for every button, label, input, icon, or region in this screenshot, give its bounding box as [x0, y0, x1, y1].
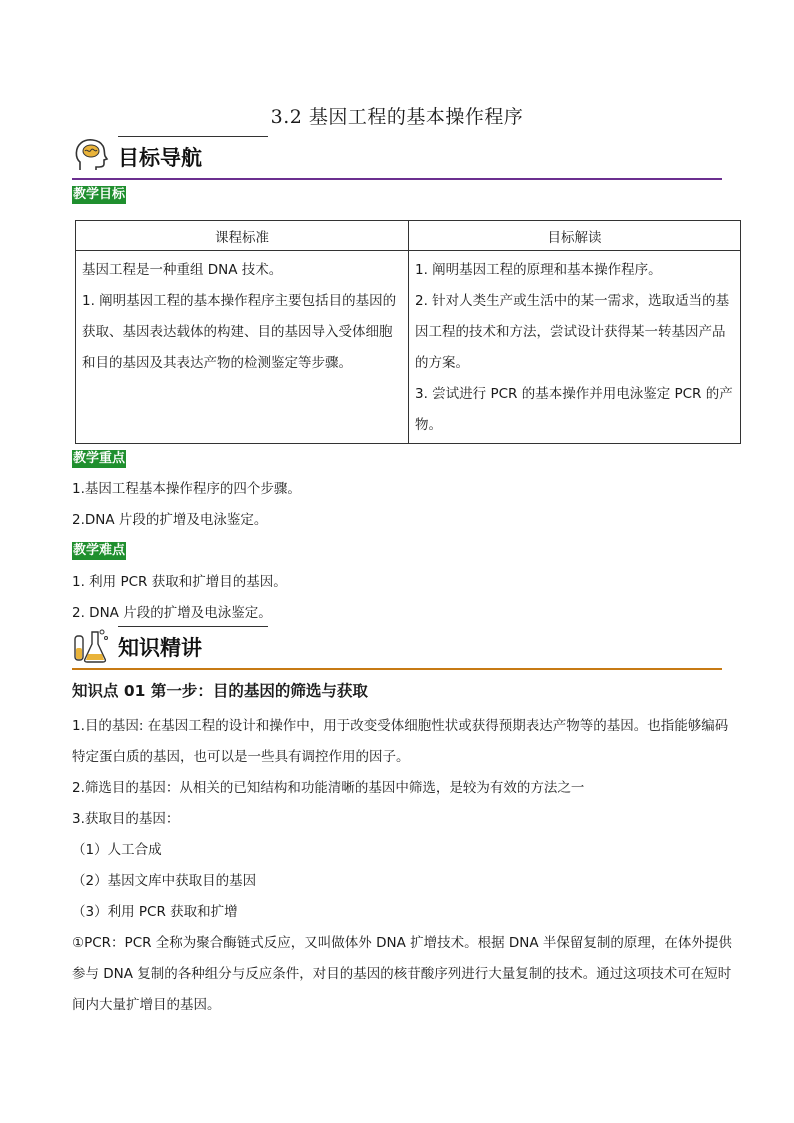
section-header-goals [72, 136, 722, 180]
table-header-cell: 目标解读 [409, 221, 741, 251]
lab-flask-icon [72, 626, 110, 664]
tag-teaching-goals: 教学目标 [73, 187, 126, 202]
cell-paragraph: 基因工程是一种重组 DNA 技术。 [82, 262, 283, 278]
paragraph: ①PCR：PCR 全称为聚合酶链式反应，又叫做体外 DNA 扩增技术。根据 DNA 半保留复制的原理，在体外提供参与 DNA 复制的各种组分与反应条件，对目的基因的核苷酸序列进行大量复制的技术。通过这项技术可在短时间内大量扩增目的基因。 [72, 935, 732, 1013]
section-rule [72, 178, 722, 180]
paragraph: 2.筛选目的基因：从相关的已知结构和功能清晰的基因中筛选，是较为有效的方法之一 [72, 780, 585, 796]
paragraph: （1）人工合成 [72, 842, 162, 858]
objectives-table [75, 220, 741, 444]
table-row [76, 251, 741, 444]
tag-difficulties: 教学难点 [73, 543, 126, 558]
section-heading: 知识精讲 [118, 636, 202, 660]
header-overline [118, 626, 268, 627]
knowledge-point-title: 知识点 01 第一步：目的基因的筛选与获取 [72, 682, 368, 700]
head-brain-icon [72, 136, 110, 174]
table-cell-interpretation [409, 251, 741, 444]
list-item: 2. DNA 片段的扩增及电泳鉴定。 [72, 605, 272, 621]
cell-paragraph: 2. 针对人类生产或生活中的某一需求，选取适当的基因工程的技术和方法，尝试设计获得某一转基因产品的方案。 [415, 293, 730, 371]
table-cell-standards [76, 251, 409, 444]
section-rule [72, 668, 722, 670]
paragraph: 1.目的基因: 在基因工程的设计和操作中，用于改变受体细胞性状或获得预期表达产物等的基因。也指能够编码特定蛋白质的基因，也可以是一些具有调控作用的因子。 [72, 718, 729, 765]
paragraph: （3）利用 PCR 获取和扩增 [72, 904, 238, 920]
cell-paragraph: 1. 阐明基因工程的基本操作程序主要包括目的基因的获取、基因表达载体的构建、目的基因导入受体细胞和目的基因及其表达产物的检测鉴定等步骤。 [82, 293, 397, 371]
list-item: 1. 利用 PCR 获取和扩增目的基因。 [72, 574, 287, 590]
paragraph: （2）基因文库中获取目的基因 [72, 873, 257, 889]
paragraph: 3.获取目的基因： [72, 811, 180, 827]
list-item: 2.DNA 片段的扩增及电泳鉴定。 [72, 512, 268, 528]
section-heading: 目标导航 [118, 146, 202, 170]
cell-paragraph: 1. 阐明基因工程的原理和基本操作程序。 [415, 262, 662, 278]
header-overline [118, 136, 268, 137]
tag-key-points: 教学重点 [73, 451, 126, 466]
page-title: 3.2 基因工程的基本操作程序 [270, 106, 524, 128]
table-header-cell: 课程标准 [76, 221, 409, 251]
section-header-knowledge [72, 626, 722, 670]
cell-paragraph: 3. 尝试进行 PCR 的基本操作并用电泳鉴定 PCR 的产物。 [415, 386, 733, 433]
table-header-row [76, 221, 741, 251]
list-item: 1.基因工程基本操作程序的四个步骤。 [72, 481, 301, 497]
